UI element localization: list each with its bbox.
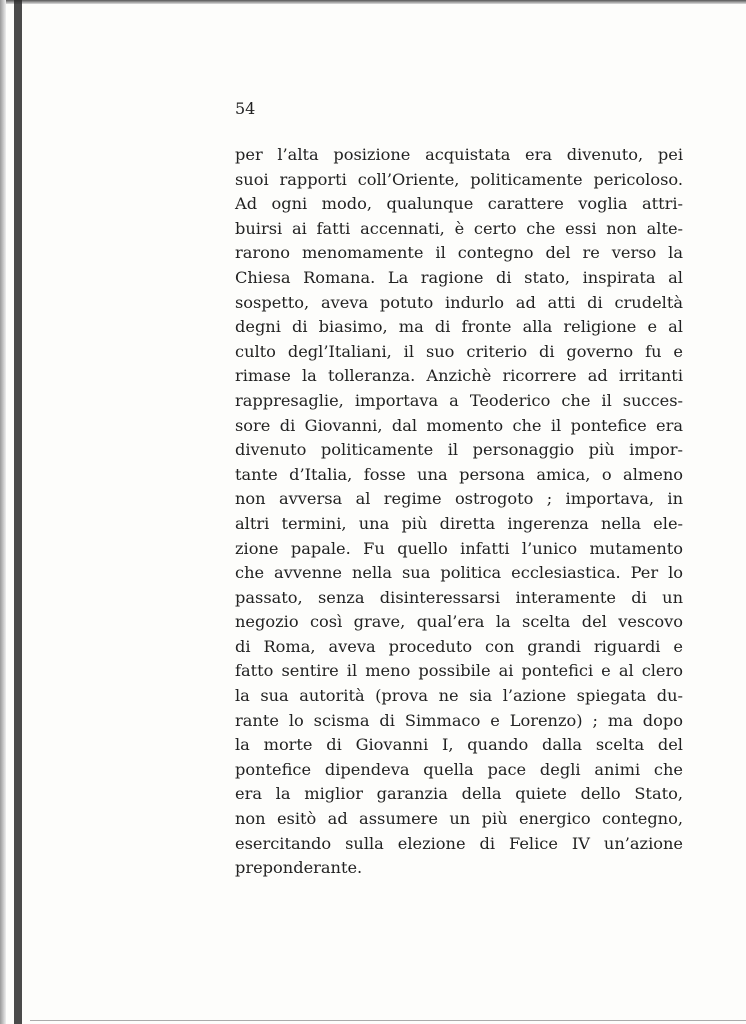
text-line: Chiesa Romana. La ragione di stato, inspirata al [235, 267, 683, 287]
text-line: pontefice dipendeva quella pace degli animi che [235, 759, 683, 779]
text-line: zione papale. Fu quello infatti l’unico mutamento [235, 538, 683, 558]
text-line: che avvenne nella sua politica ecclesiastica. Per lo [235, 563, 683, 583]
text-line: divenuto politicamente il personaggio più impor- [235, 440, 683, 460]
body-text [235, 143, 683, 881]
text-line: suoi rapporti coll’Oriente, politicamente pericoloso. [235, 169, 683, 189]
text-line: passato, senza disinteressarsi interamente di un [235, 587, 683, 607]
text-line: di Roma, aveva proceduto con grandi riguardi e [235, 636, 683, 656]
text-line: per l’alta posizione acquistata era divenuto, pei [235, 145, 683, 164]
text-line: rimase la tolleranza. Anzichè ricorrere ad irritanti [235, 366, 683, 386]
page-number: 54 [235, 99, 256, 118]
book-binding-shadow [14, 0, 22, 1024]
text-line: fatto sentire il meno possibile ai pontefici e al clero [235, 661, 683, 681]
text-line: esercitando sulla elezione di Felice IV un’azione [235, 833, 683, 853]
text-line: rante lo scisma di Simmaco e Lorenzo) ; ma dopo [235, 710, 683, 730]
text-line: la sua autorità (prova ne sia l’azione spiegata du- [235, 686, 683, 706]
scan-edge-left [0, 0, 6, 1024]
text-line: rarono menomamente il contegno del re verso la [235, 243, 683, 263]
text-line: negozio così grave, qual’era la scelta del vescovo [235, 612, 683, 632]
text-line: sore di Giovanni, dal momento che il pontefice era [235, 415, 683, 435]
text-line: sospetto, aveva potuto indurlo ad atti di crudeltà [235, 292, 683, 312]
text-line: degni di biasimo, ma di fronte alla religione e al [235, 317, 683, 337]
text-line: buirsi ai fatti accennati, è certo che essi non alte- [235, 218, 683, 238]
text-line: preponderante. [235, 858, 363, 878]
text-line: Ad ogni modo, qualunque carattere voglia attri- [235, 194, 683, 214]
scan-edge-bottom [30, 1020, 746, 1021]
text-line: la morte di Giovanni I, quando dalla scelta del [235, 735, 683, 755]
text-line: non avversa al regime ostrogoto ; importava, in [235, 489, 683, 509]
text-line: era la miglior garanzia della quiete dello Stato, [235, 784, 683, 804]
text-line: rappresaglie, importava a Teoderico che il succes- [235, 390, 683, 410]
text-line: tante d’Italia, fosse una persona amica, o almeno [235, 464, 683, 484]
text-line: culto degl’Italiani, il suo criterio di governo fu e [235, 341, 683, 361]
text-line: non esitò ad assumere un più energico contegno, [235, 809, 683, 829]
text-line: altri termini, una più diretta ingerenza nella ele- [235, 513, 683, 533]
scan-edge-top [0, 0, 746, 4]
